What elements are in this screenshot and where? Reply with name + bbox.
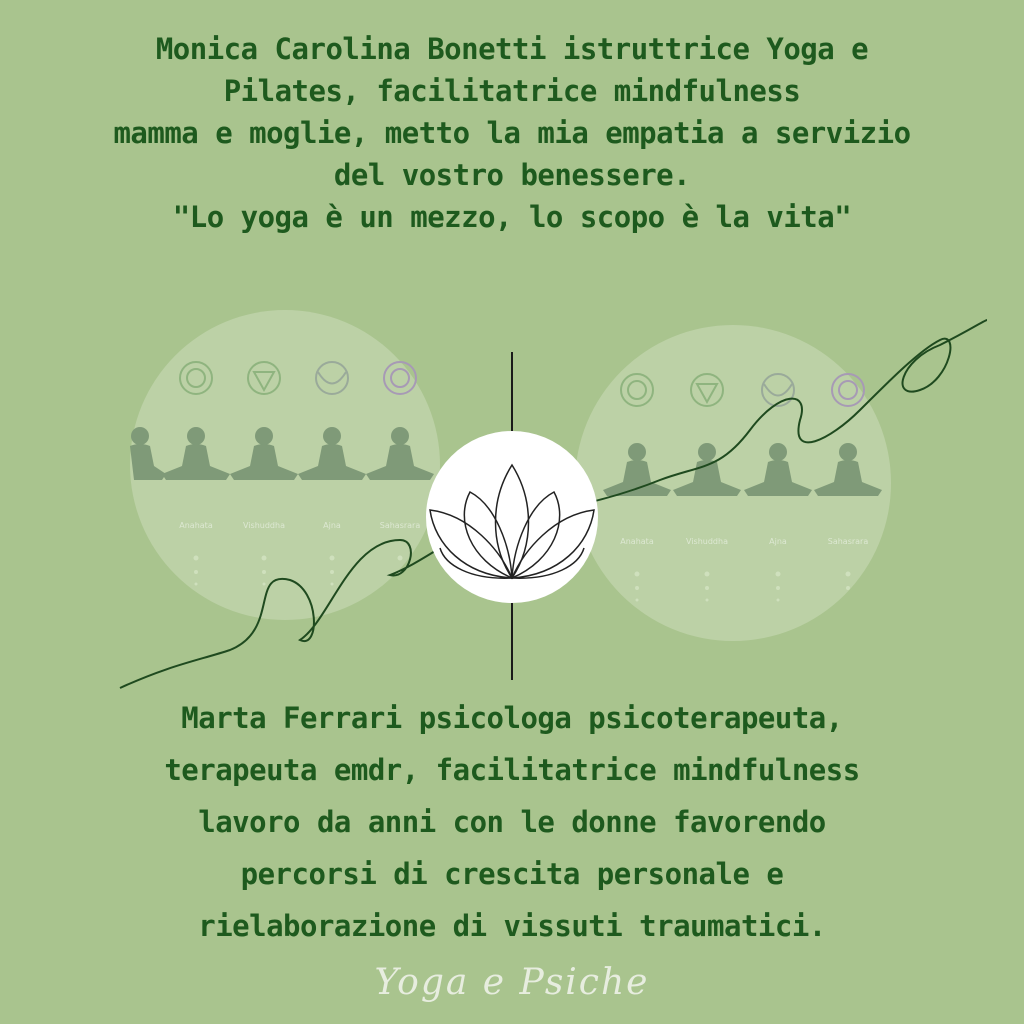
bio-line: Marta Ferrari psicologa psicoterapeuta, [181, 701, 843, 735]
bio-line: lavoro da anni con le donne favorendo [198, 805, 826, 839]
chakra-label: Sahasrara [379, 521, 421, 530]
intro-quote: "Lo yoga è un mezzo, lo scopo è la vita" [172, 200, 852, 234]
intro-line: Pilates, facilitatrice mindfulness [223, 74, 801, 108]
chakra-label: Sahasrara [827, 537, 869, 546]
chakra-label: Vishuddha [686, 537, 728, 546]
bio-line: rielaborazione di vissuti traumatici. [198, 909, 826, 943]
bio-line: terapeuta emdr, facilitatrice mindfulness [164, 753, 860, 787]
intro-line: Monica Carolina Bonetti istruttrice Yoga e [155, 32, 869, 66]
chakra-label: Anahata [179, 521, 213, 530]
intro-line: mamma e moglie, metto la mia empatia a servizio [113, 116, 911, 150]
chakra-label: Ajna [323, 521, 341, 530]
bio-line: percorsi di crescita personale e [240, 857, 784, 891]
chakra-label: Vishuddha [243, 521, 285, 530]
brand-signature: Yoga e Psiche [374, 962, 650, 1003]
intro-line: del vostro benessere. [333, 158, 691, 192]
intro-paragraph-marta [0, 692, 1024, 952]
chakra-label: Anahata [620, 537, 654, 546]
chakra-label: Ajna [769, 537, 787, 546]
